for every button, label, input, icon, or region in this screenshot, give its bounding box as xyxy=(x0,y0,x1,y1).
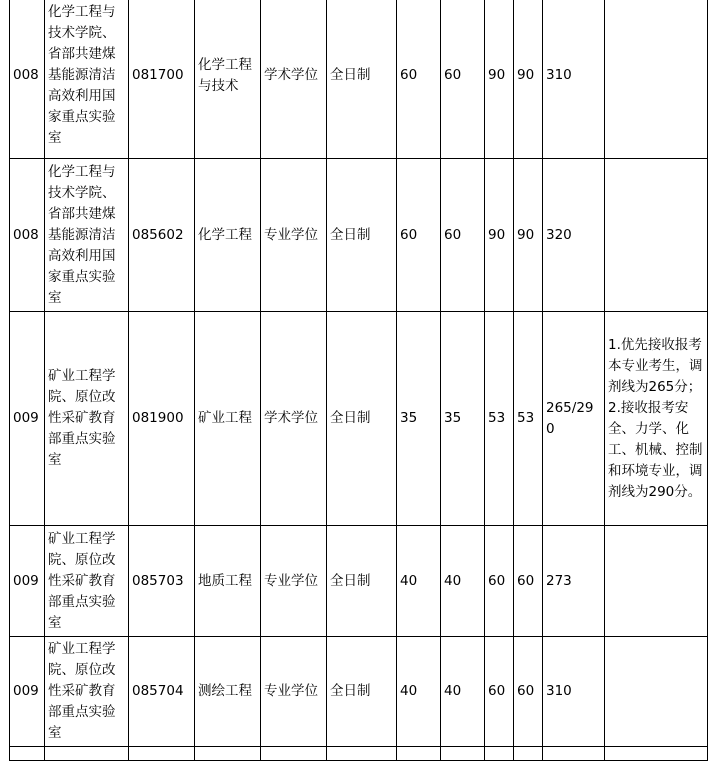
score-2-cell: 40 xyxy=(441,526,485,637)
major-code-cell: 085704 xyxy=(129,637,195,747)
total-score-cell: 310 xyxy=(543,637,605,747)
major-name-cell: 矿业工程 xyxy=(195,312,261,526)
score-4-cell: 90 xyxy=(514,0,543,159)
score-1-cell: 40 xyxy=(397,637,441,747)
study-mode-cell: 全日制 xyxy=(327,312,397,526)
college-code-cell: 008 xyxy=(10,159,45,312)
score-1-cell: 35 xyxy=(397,312,441,526)
note-cell xyxy=(605,526,708,637)
score-2-cell: 40 xyxy=(441,637,485,747)
major-code-cell: 081700 xyxy=(129,0,195,159)
major-name-cell: 化学工程 xyxy=(195,159,261,312)
table-row xyxy=(10,637,708,747)
score-4-cell: 53 xyxy=(514,312,543,526)
score-1-cell: 60 xyxy=(397,159,441,312)
degree-type-cell: 专业学位 xyxy=(261,159,327,312)
college-name-cell: 矿业工程学院、原位改性采矿教育部重点实验室 xyxy=(45,312,129,526)
note-cell xyxy=(605,637,708,747)
total-score-cell: 320 xyxy=(543,159,605,312)
note-cell xyxy=(605,0,708,159)
college-name-cell: 化学工程与技术学院、省部共建煤基能源清洁高效利用国家重点实验室 xyxy=(45,159,129,312)
total-score-cell: 273 xyxy=(543,526,605,637)
score-1-cell: 40 xyxy=(397,526,441,637)
table-row xyxy=(10,0,708,159)
admission-table xyxy=(9,0,708,761)
college-name-cell: 化学工程与技术学院、省部共建煤基能源清洁高效利用国家重点实验室 xyxy=(45,0,129,159)
table-row xyxy=(10,312,708,526)
major-name-cell: 地质工程 xyxy=(195,526,261,637)
college-code-cell: 008 xyxy=(10,0,45,159)
table-row xyxy=(10,526,708,637)
major-code-cell: 085703 xyxy=(129,526,195,637)
total-score-cell: 265/290 xyxy=(543,312,605,526)
degree-type-cell: 学术学位 xyxy=(261,0,327,159)
total-score-cell: 310 xyxy=(543,0,605,159)
study-mode-cell: 全日制 xyxy=(327,637,397,747)
major-code-cell: 085602 xyxy=(129,159,195,312)
score-3-cell: 60 xyxy=(485,637,514,747)
major-name-cell: 测绘工程 xyxy=(195,637,261,747)
score-4-cell: 90 xyxy=(514,159,543,312)
major-name-cell: 化学工程与技术 xyxy=(195,0,261,159)
score-4-cell: 60 xyxy=(514,637,543,747)
score-2-cell: 35 xyxy=(441,312,485,526)
study-mode-cell: 全日制 xyxy=(327,526,397,637)
college-code-cell: 009 xyxy=(10,637,45,747)
study-mode-cell: 全日制 xyxy=(327,159,397,312)
score-3-cell: 90 xyxy=(485,159,514,312)
score-3-cell: 60 xyxy=(485,526,514,637)
degree-type-cell: 专业学位 xyxy=(261,526,327,637)
college-name-cell: 矿业工程学院、原位改性采矿教育部重点实验室 xyxy=(45,637,129,747)
note-cell xyxy=(605,159,708,312)
study-mode-cell: 全日制 xyxy=(327,0,397,159)
major-code-cell: 081900 xyxy=(129,312,195,526)
table-row xyxy=(10,159,708,312)
note-cell: 1.优先接收报考本专业考生，调剂线为265分；2.接收报考安全、力学、化工、机械、控制和环境专业，调剂线为290分。 xyxy=(605,312,708,526)
score-2-cell: 60 xyxy=(441,0,485,159)
score-4-cell: 60 xyxy=(514,526,543,637)
score-3-cell: 90 xyxy=(485,0,514,159)
score-1-cell: 60 xyxy=(397,0,441,159)
degree-type-cell: 学术学位 xyxy=(261,312,327,526)
score-2-cell: 60 xyxy=(441,159,485,312)
college-code-cell: 009 xyxy=(10,312,45,526)
college-name-cell: 矿业工程学院、原位改性采矿教育部重点实验室 xyxy=(45,526,129,637)
score-3-cell: 53 xyxy=(485,312,514,526)
degree-type-cell: 专业学位 xyxy=(261,637,327,747)
college-code-cell: 009 xyxy=(10,526,45,637)
